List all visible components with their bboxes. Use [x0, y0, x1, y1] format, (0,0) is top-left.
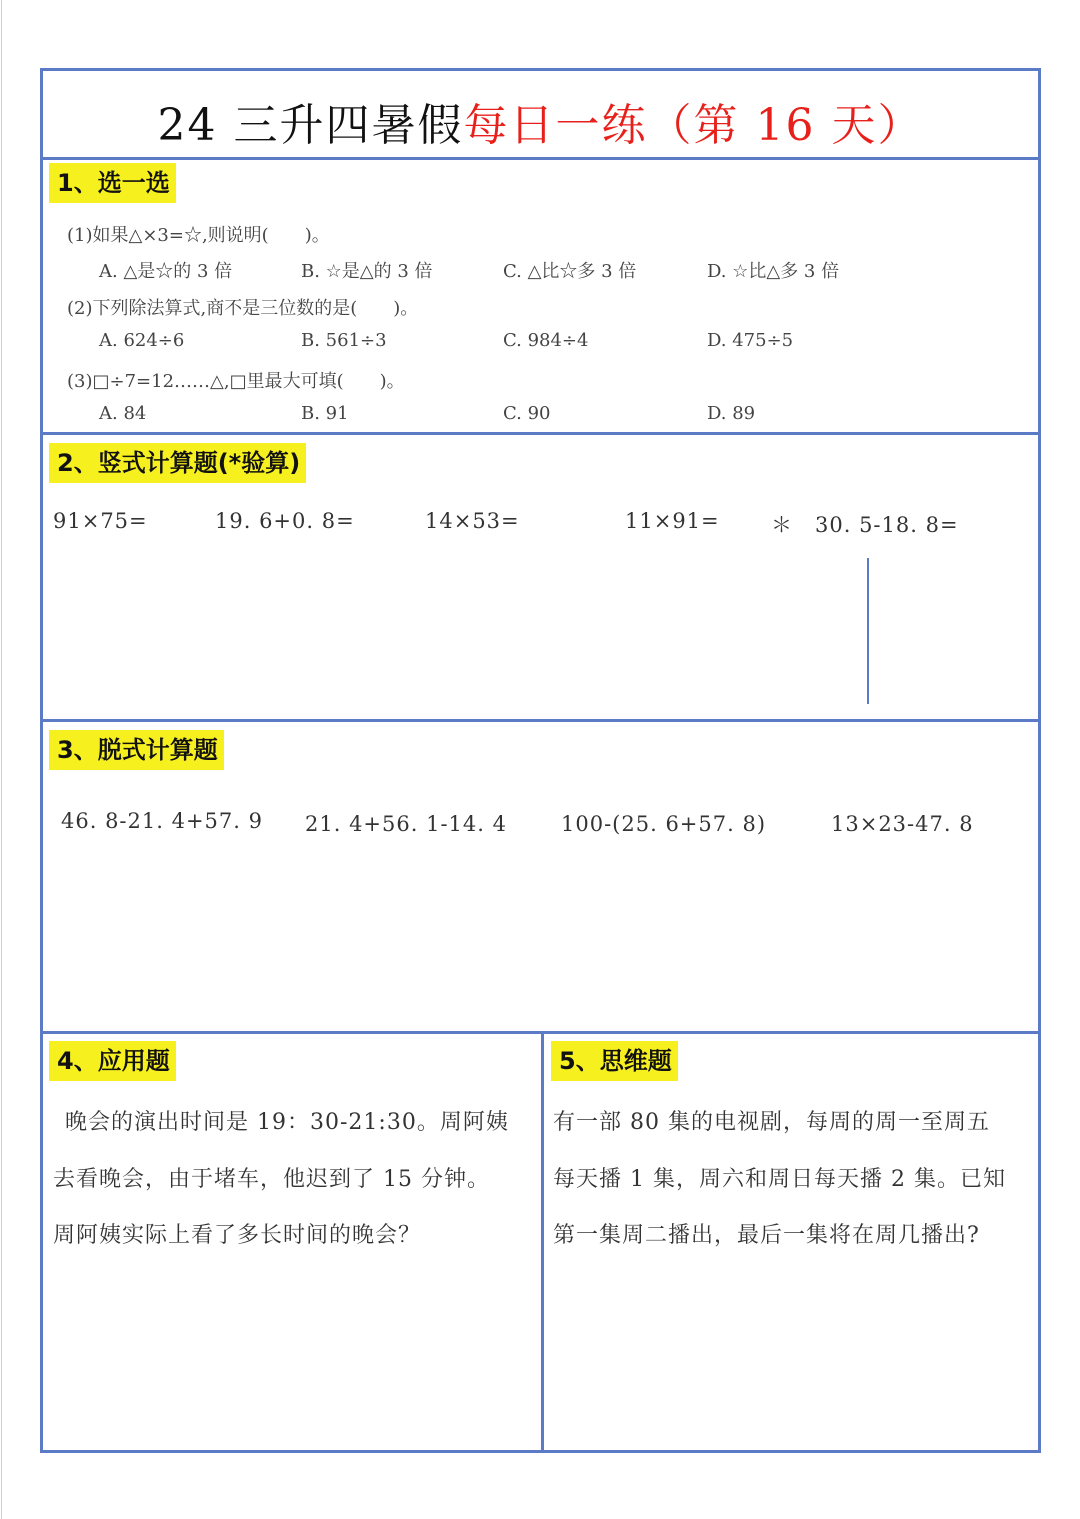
question-1-option-c: C. △比☆多 3 倍	[503, 261, 637, 282]
question-3-stem: (3)□÷7=12……△,□里最大可填( )。	[67, 371, 405, 392]
title-black-part: 24 三升四暑假	[157, 100, 464, 151]
stepwise-calc-2: 21. 4+56. 1-14. 4	[305, 812, 507, 836]
section-2-heading: 2、竖式计算题(*验算)	[49, 443, 306, 483]
thinking-problem-line-1: 有一部 80 集的电视剧，每周的周一至周五	[553, 1110, 990, 1135]
question-3-option-b: B. 91	[301, 403, 349, 424]
thinking-problem-line-3: 第一集周二播出，最后一集将在周几播出?	[553, 1223, 980, 1248]
worksheet	[40, 68, 1041, 1453]
section-1-heading: 1、选一选	[49, 163, 176, 203]
worksheet-title	[43, 89, 1038, 153]
divider-title	[43, 157, 1038, 160]
stepwise-calc-3: 100-(25. 6+57. 8)	[561, 812, 767, 836]
section-3-heading: 3、脱式计算题	[49, 730, 224, 770]
question-3-option-a: A. 84	[99, 403, 147, 424]
divider-s1	[43, 432, 1038, 435]
section-5-heading: 5、思维题	[551, 1041, 678, 1081]
question-1-option-d: D. ☆比△多 3 倍	[707, 261, 840, 282]
word-problem-line-3: 周阿姨实际上看了多长时间的晚会？	[53, 1223, 422, 1248]
question-2-option-c: C. 984÷4	[503, 330, 589, 351]
question-3-option-c: C. 90	[503, 403, 551, 424]
question-2-option-d: D. 475÷5	[707, 330, 794, 351]
question-2-stem: (2)下列除法算式,商不是三位数的是( )。	[67, 298, 419, 319]
word-problem-line-2: 去看晚会，由于堵车，他迟到了 15 分钟。	[53, 1167, 490, 1192]
word-problem-line-1: 晚会的演出时间是 19：30-21:30。周阿姨	[65, 1110, 509, 1135]
question-3-option-d: D. 89	[707, 403, 756, 424]
question-1-option-b: B. ☆是△的 3 倍	[301, 261, 433, 282]
vertical-calc-1: 91×75=	[53, 509, 148, 533]
divider-s2	[43, 719, 1038, 722]
section-4-heading: 4、应用题	[49, 1041, 176, 1081]
question-1-option-a: A. △是☆的 3 倍	[99, 261, 233, 282]
page-edge-line	[1, 0, 2, 1519]
question-1-stem: (1)如果△×3=☆,则说明( )。	[67, 225, 330, 246]
thinking-problem-line-2: 每天播 1 集，周六和周日每天播 2 集。已知	[553, 1167, 1006, 1192]
vertical-calc-3: 14×53=	[425, 509, 520, 533]
title-red-part: 每日一练（第 16 天）	[463, 100, 924, 151]
divider-s4-s5	[541, 1034, 544, 1453]
vertical-calc-2: 19. 6+0. 8=	[215, 509, 355, 533]
vertical-calc-5: ＊ 30. 5-18. 8=	[771, 513, 959, 537]
check-calc-separator	[867, 558, 869, 704]
stepwise-calc-1: 46. 8-21. 4+57. 9	[61, 809, 263, 833]
question-2-option-b: B. 561÷3	[301, 330, 387, 351]
question-2-option-a: A. 624÷6	[99, 330, 185, 351]
stepwise-calc-4: 13×23-47. 8	[831, 812, 974, 836]
vertical-calc-4: 11×91=	[625, 509, 720, 533]
